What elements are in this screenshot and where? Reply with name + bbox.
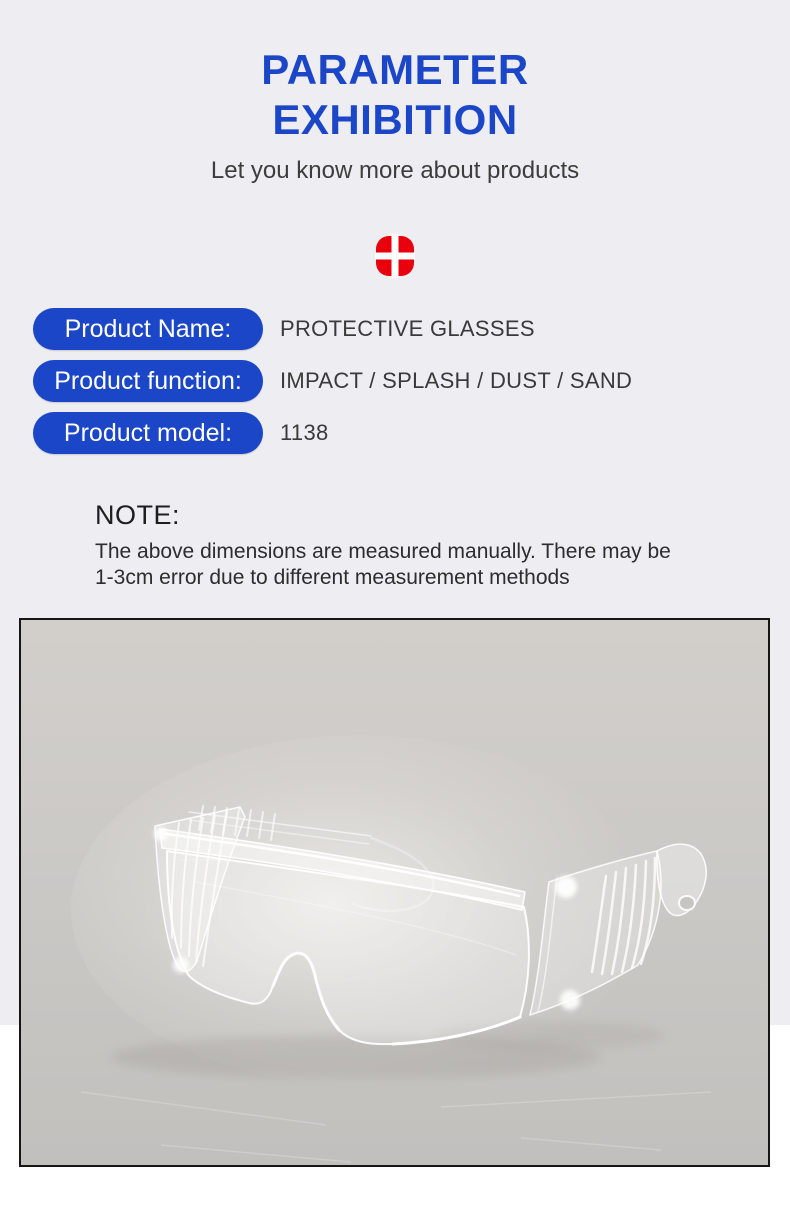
parameter-value-name: PROTECTIVE GLASSES <box>280 316 535 341</box>
parameter-row-name <box>33 308 790 350</box>
note-line-2: 1-3cm error due to different measurement methods <box>95 565 570 589</box>
page-title-line2: EXHIBITION <box>272 96 518 143</box>
note-body <box>95 539 790 590</box>
page-title-line1: PARAMETER <box>261 46 529 93</box>
medical-cross-icon <box>375 234 415 278</box>
parameter-pill-model: Product model: <box>33 412 263 454</box>
note-heading: NOTE: <box>95 500 181 530</box>
parameter-row-function <box>33 360 790 402</box>
parameter-pill-name: Product Name: <box>33 308 263 350</box>
product-photo <box>19 618 770 1167</box>
page-subtitle: Let you know more about products <box>210 157 580 184</box>
parameter-value-function: IMPACT / SPLASH / DUST / SAND <box>280 368 633 393</box>
parameter-pill-function: Product function: <box>33 360 263 402</box>
parameter-value-model: 1138 <box>280 420 329 445</box>
note-line-1: The above dimensions are measured manually. There may be <box>95 540 671 563</box>
note-section <box>95 499 790 590</box>
page-title <box>0 0 790 145</box>
parameter-row-model <box>33 412 790 454</box>
parameter-list <box>33 308 790 454</box>
protective-glasses-illustration <box>21 620 768 1165</box>
